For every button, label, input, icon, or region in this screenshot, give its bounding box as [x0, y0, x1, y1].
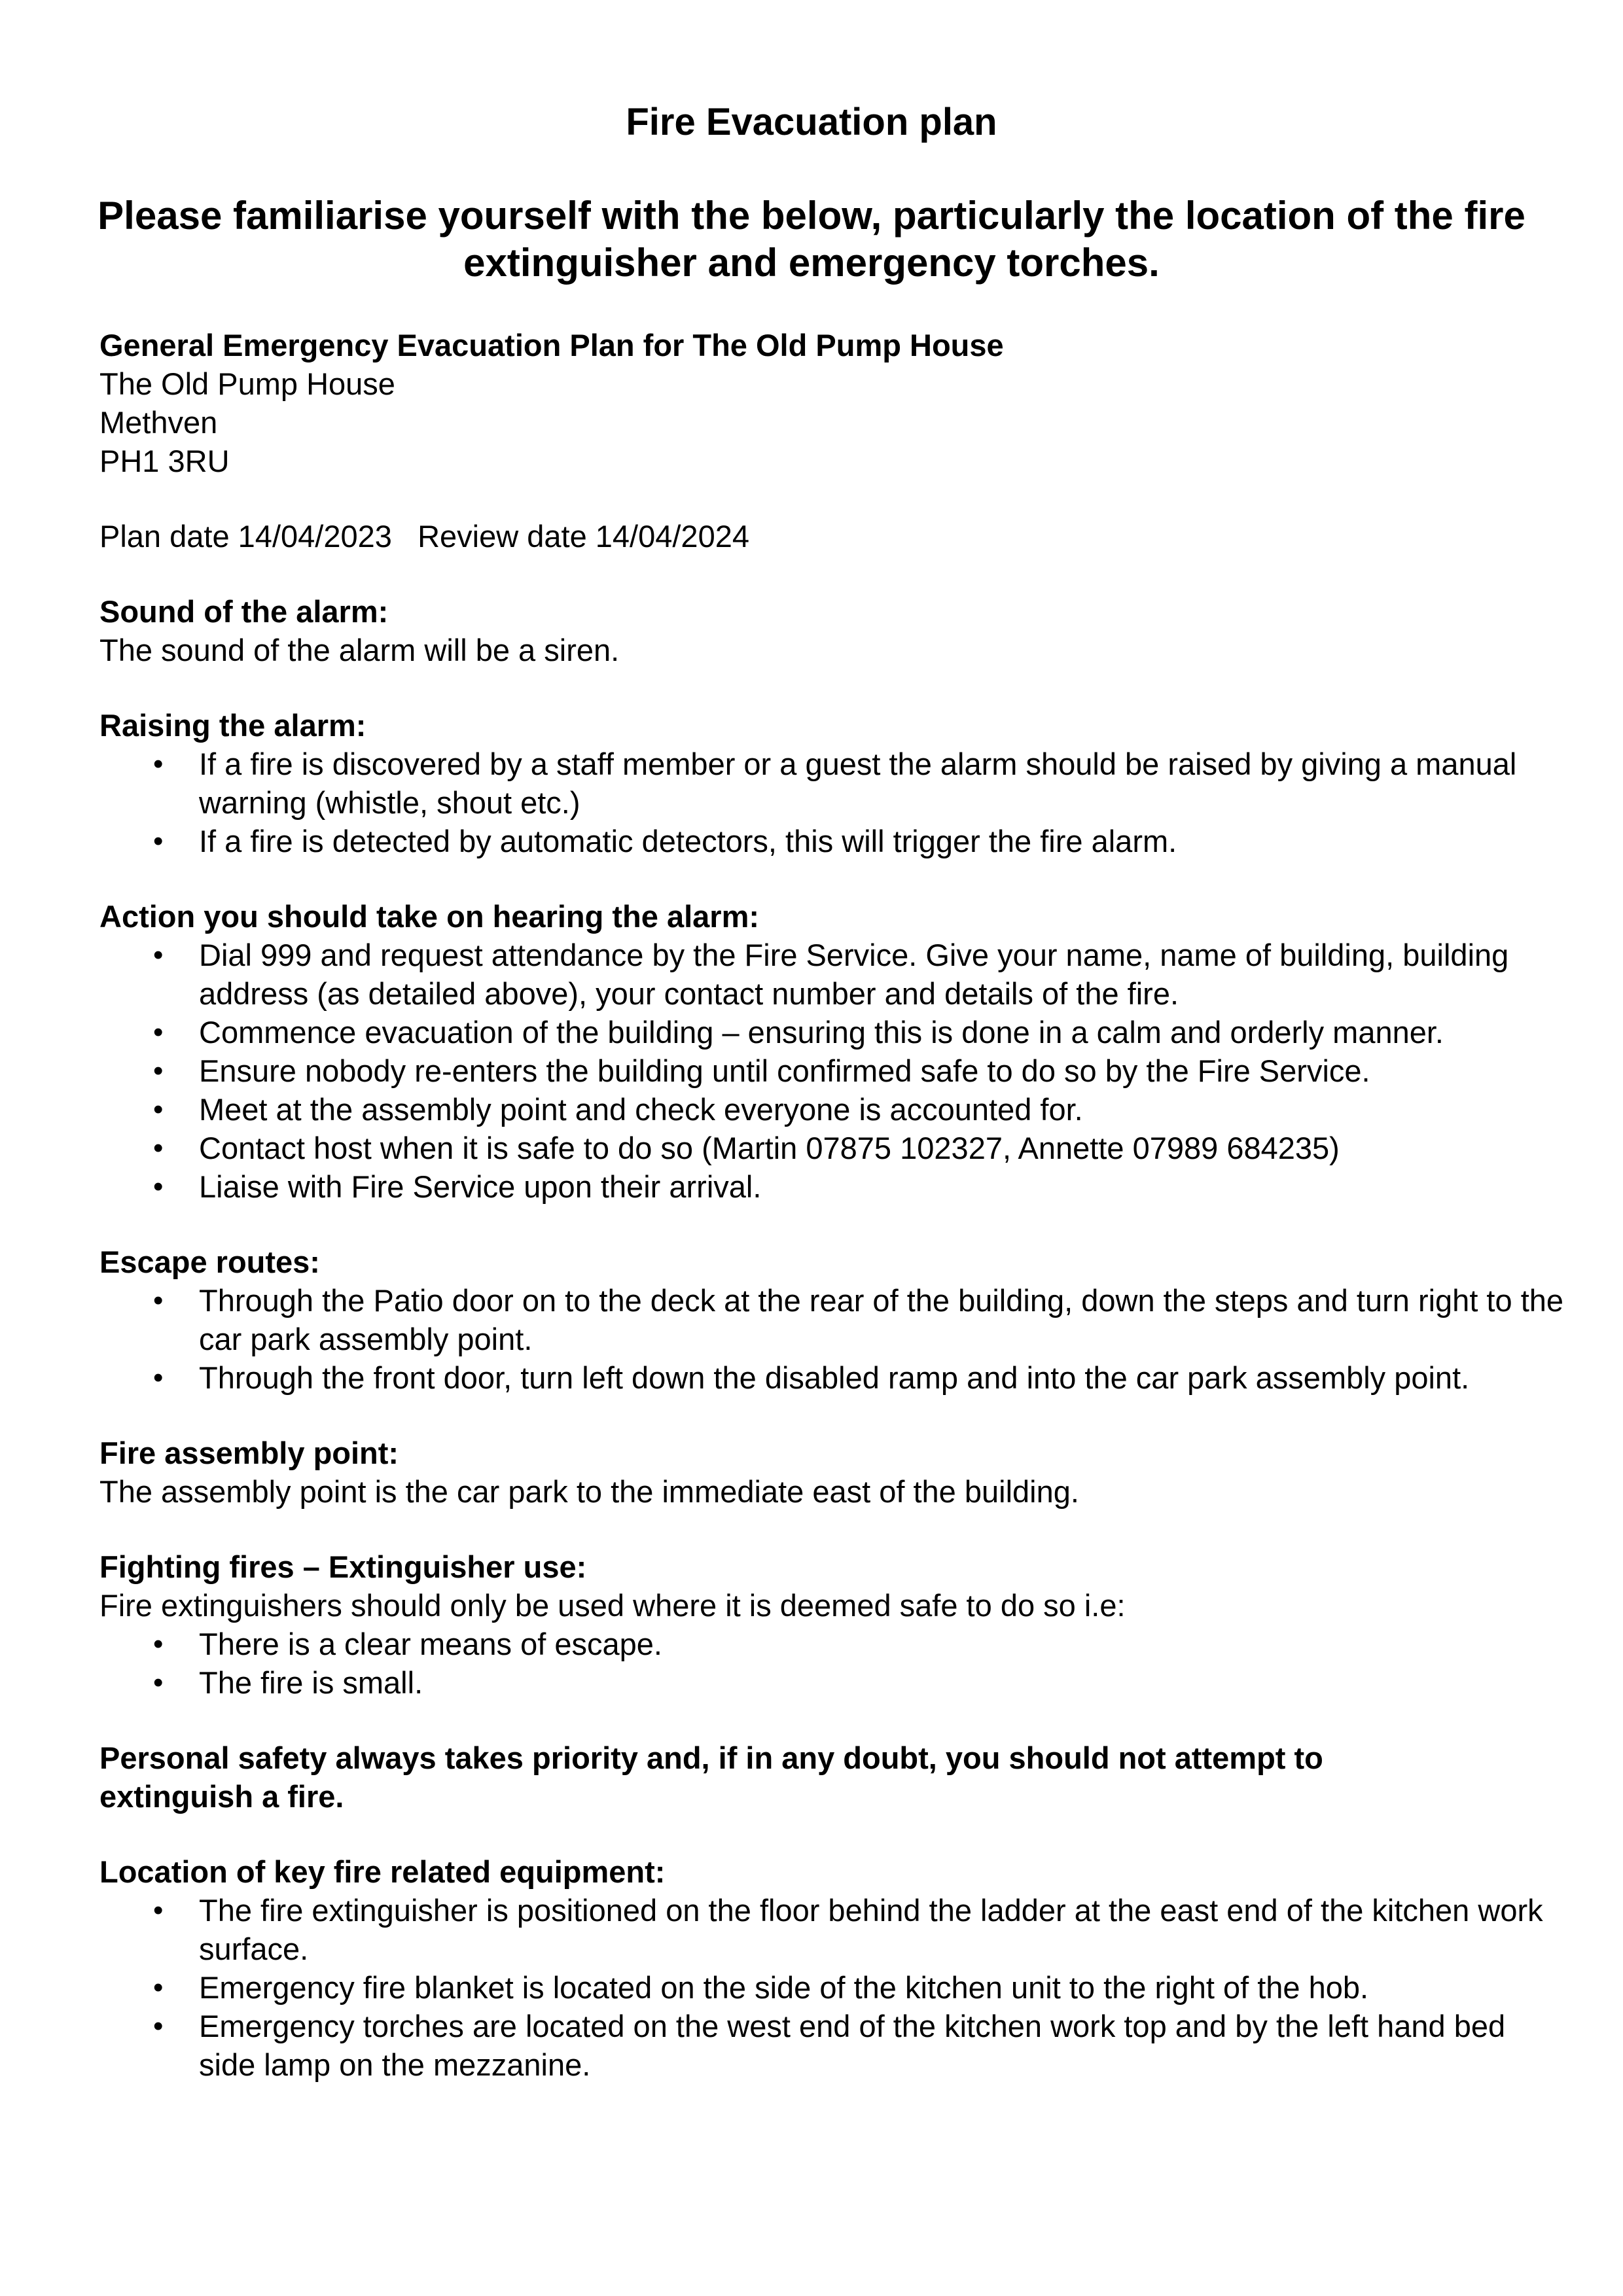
list-item: • Commence evacuation of the building – ensuring this is done in a calm and orderly manner. — [99, 1013, 1565, 1051]
section-heading-fighting: Fighting fires – Extinguisher use: — [99, 1549, 587, 1584]
bullet-icon: • — [153, 939, 164, 971]
plan-heading: General Emergency Evacuation Plan for The Old Pump House — [99, 328, 1004, 362]
bullet-icon: • — [153, 1667, 164, 1699]
section-text-sound: The sound of the alarm will be a siren. — [99, 633, 620, 667]
fighting-list — [99, 1625, 1565, 1702]
list-item: • The fire is small. — [99, 1663, 1565, 1702]
bullet-icon: • — [153, 1055, 164, 1087]
bullet-icon: • — [153, 1093, 164, 1125]
section-heading-action: Action you should take on hearing the alarm: — [99, 899, 760, 934]
bullet-icon: • — [153, 2010, 164, 2042]
escape-list — [99, 1281, 1565, 1397]
section-text-fighting: Fire extinguishers should only be used where it is deemed safe to do so i.e: — [99, 1588, 1126, 1623]
bullet-icon: • — [153, 1132, 164, 1164]
list-item: • Emergency torches are located on the west end of the kitchen work top and by the left hand bed side lamp on the mezzanine. — [99, 2007, 1565, 2084]
list-item: • There is a clear means of escape. — [99, 1625, 1565, 1663]
bullet-icon: • — [153, 1628, 164, 1660]
page-subtitle: Please familiarise yourself with the below, particularly the location of the fire extinguisher and emergency torches. — [98, 194, 1525, 285]
list-item: • Contact host when it is safe to do so (Martin 07875 102327, Annette 07989 684235) — [99, 1129, 1565, 1167]
personal-safety-note: Personal safety always takes priority and, if in any doubt, you should not attempt to extinguish a fire. — [99, 1740, 1323, 1814]
section-heading-equipment: Location of key fire related equipment: — [99, 1854, 666, 1889]
address-line: Methven — [99, 405, 218, 440]
list-item: • If a fire is discovered by a staff member or a guest the alarm should be raised by giving a manual warning (whistle, shout etc.) — [99, 745, 1565, 822]
bullet-icon: • — [153, 1971, 164, 2004]
list-item: • Through the Patio door on to the deck at the rear of the building, down the steps and turn right to the car park assembly point. — [99, 1281, 1565, 1358]
equipment-list — [99, 1891, 1565, 2084]
address-line: The Old Pump House — [99, 366, 395, 401]
section-heading-assembly: Fire assembly point: — [99, 1436, 399, 1470]
bullet-icon: • — [153, 1016, 164, 1048]
section-heading-escape: Escape routes: — [99, 1245, 320, 1279]
action-list — [99, 936, 1565, 1206]
section-text-assembly: The assembly point is the car park to the immediate east of the building. — [99, 1474, 1079, 1509]
plan-dates: Plan date 14/04/2023 Review date 14/04/2024 — [99, 519, 749, 554]
page-title: Fire Evacuation plan — [626, 101, 997, 143]
list-item: • Dial 999 and request attendance by the Fire Service. Give your name, name of building, building address (as detailed above), your contact number and details of the fire. — [99, 936, 1565, 1013]
bullet-icon: • — [153, 1362, 164, 1394]
bullet-icon: • — [153, 1894, 164, 1926]
list-item: • The fire extinguisher is positioned on the floor behind the ladder at the east end of the kitchen work surface. — [99, 1891, 1565, 1968]
section-heading-raising: Raising the alarm: — [99, 708, 366, 743]
section-heading-sound: Sound of the alarm: — [99, 594, 389, 629]
address-line: PH1 3RU — [99, 444, 230, 478]
list-item: • Ensure nobody re-enters the building until confirmed safe to do so by the Fire Service. — [99, 1051, 1565, 1090]
bullet-icon: • — [153, 1284, 164, 1316]
bullet-icon: • — [153, 825, 164, 857]
bullet-icon: • — [153, 1171, 164, 1203]
list-item: • Meet at the assembly point and check everyone is accounted for. — [99, 1090, 1565, 1129]
raising-list — [99, 745, 1565, 860]
list-item: • Through the front door, turn left down the disabled ramp and into the car park assembly point. — [99, 1358, 1565, 1397]
list-item: • Emergency fire blanket is located on the side of the kitchen unit to the right of the hob. — [99, 1968, 1565, 2007]
document-body — [99, 326, 1565, 2084]
list-item: • Liaise with Fire Service upon their arrival. — [99, 1167, 1565, 1206]
bullet-icon: • — [153, 748, 164, 780]
list-item: • If a fire is detected by automatic detectors, this will trigger the fire alarm. — [99, 822, 1565, 860]
